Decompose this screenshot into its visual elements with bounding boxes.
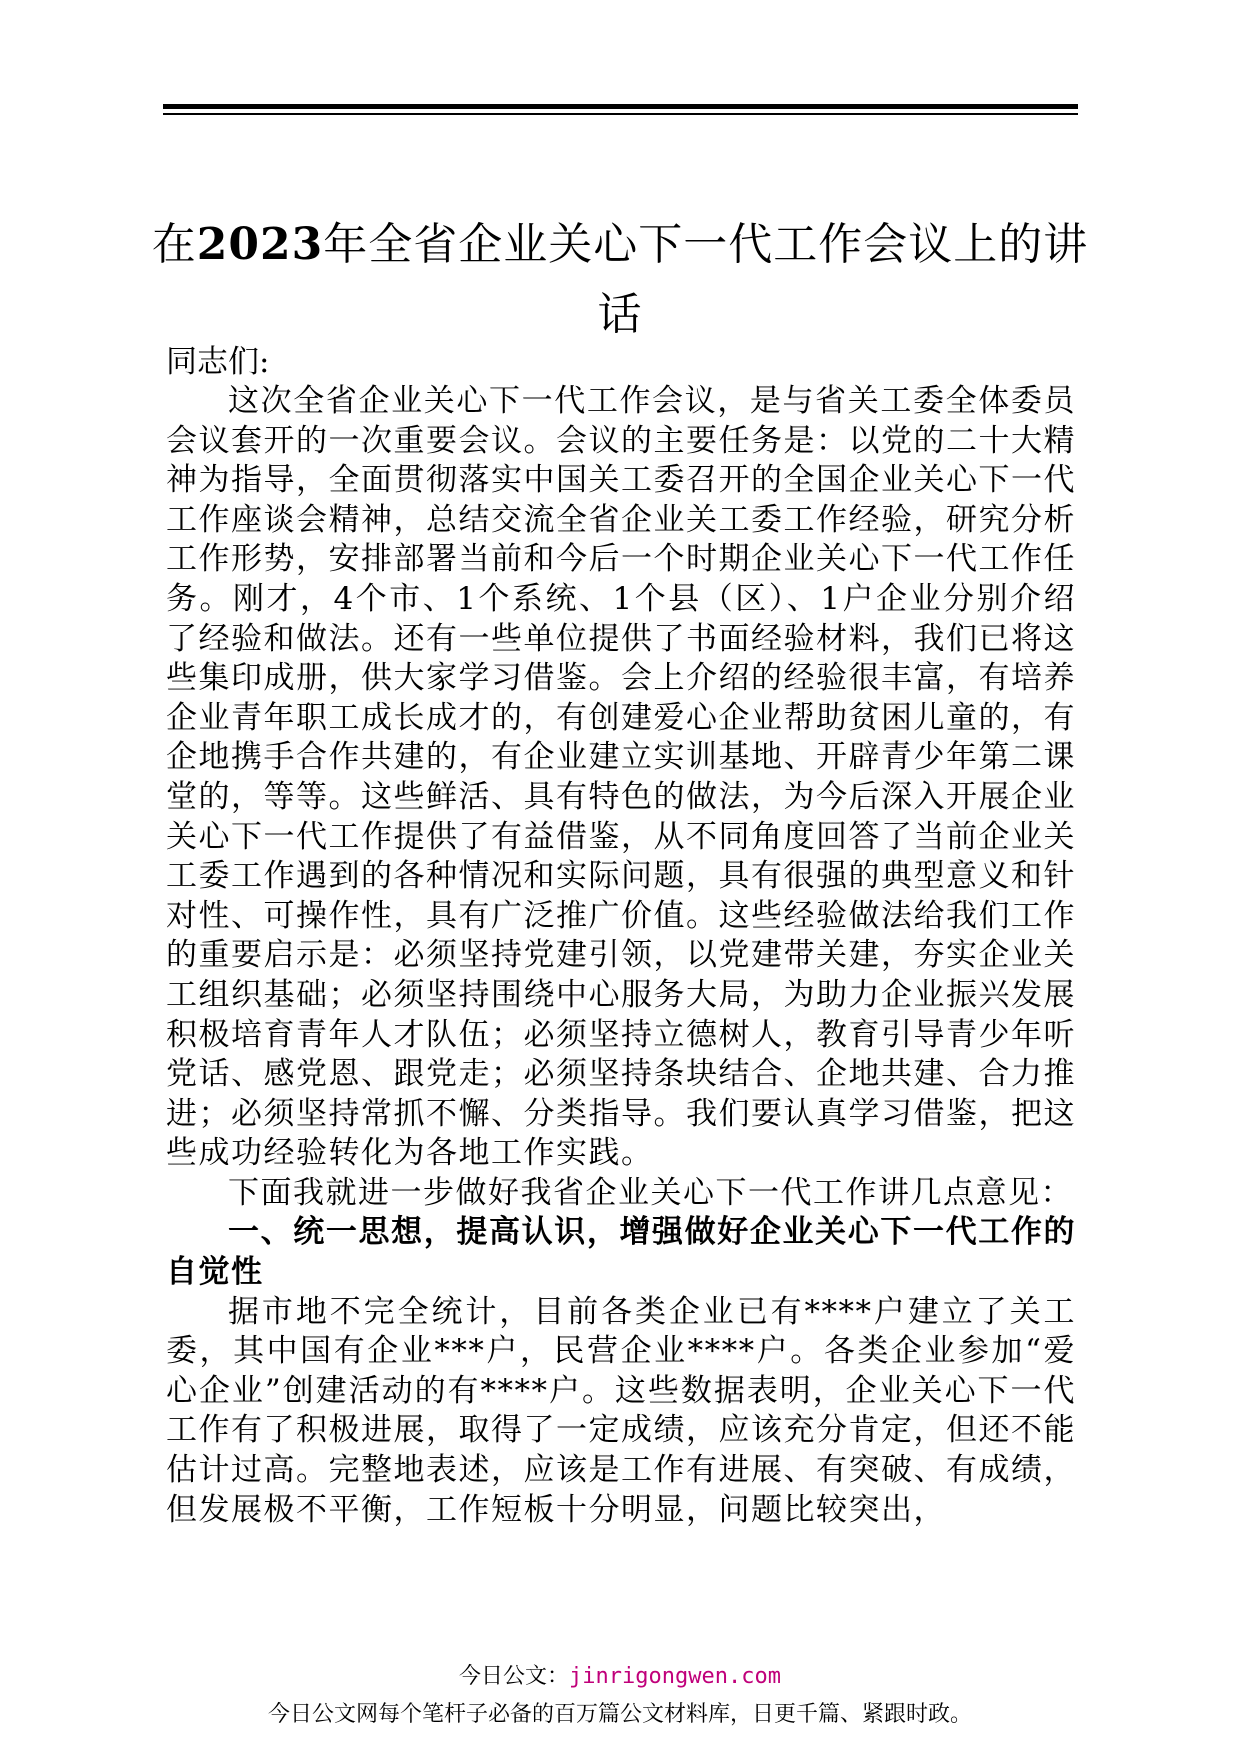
document-title [150, 210, 1090, 350]
footer [0, 1658, 1240, 1734]
paragraph-1: 这次全省企业关心下一代工作会议，是与省关工委全体委员会议套开的一次重要会议。会议的主要任务是：以党的二十大精神为指导，全面贯彻落实中国关工委召开的全国企业关心下一代工作座谈会精神，总结交流全省企业关工委工作经验，研究分析工作形势，安排部署当前和今后一个时期企业关心下一代工作任务。刚才，4个市、1个系统、1个县（区）、1户企业分别介绍了经验和做法。还有一些单位提供了书面经验材料，我们已将这些集印成册，供大家学习借鉴。会上介绍的经验很丰富，有培养企业青年职工成长成才的，有创建爱心企业帮助贫困儿童的，有企地携手合作共建的，有企业建立实训基地、开辟青少年第二课堂的，等等。这些鲜活、具有特色的做法，为今后深入开展企业关心下一代工作提供了有益借鉴，从不同角度回答了当前企业关工委工作遇到的各种情况和实际问题，具有很强的典型意义和针对性、可操作性，具有广泛推广价值。这些经验做法给我们工作的重要启示是：必须坚持党建引领，以党建带关建，夯实企业关工组织基础；必须坚持围绕中心服务大局，为助力企业振兴发展积极培育青年人才队伍；必须坚持立德树人，教育引导青少年听党话、感党恩、跟党走；必须坚持条块结合、企地共建、合力推进；必须坚持常抓不懈、分类指导。我们要认真学习借鉴，把这些成功经验转化为各地工作实践。 [166, 383, 1076, 1172]
title-rest: 年全省企业关心下一代工作会议上的讲话 [323, 219, 1089, 340]
title-prefix: 在 [151, 219, 197, 270]
header-rule-thin [163, 113, 1078, 115]
footer-tagline: 今日公文网每个笔杆子必备的百万篇公文材料库，日更千篇、紧跟时政。 [267, 1702, 972, 1727]
salutation: 同志们: [166, 344, 270, 380]
section-heading-1: 一、统一思想，提高认识，增强做好企业关心下一代工作的自觉性 [166, 1214, 1076, 1291]
document-body [166, 382, 1076, 1530]
header-rule-thick [163, 104, 1078, 109]
footer-site-label: 今日公文： [459, 1664, 570, 1689]
paragraph-3: 据市地不完全统计，目前各类企业已有****户建立了关工委，其中国有企业***户，民营企业****户。各类企业参加“爱心企业”创建活动的有****户。这些数据表明，企业关心下一代工作有了积极进展，取得了一定成绩，应该充分肯定，但还不能估计过高。完整地表述，应该是工作有进展、有突破、有成绩，但发展极不平衡，工作短板十分明显，问题比较突出， [166, 1293, 1076, 1528]
paragraph-2: 下面我就进一步做好我省企业关心下一代工作讲几点意见： [228, 1174, 1073, 1211]
title-year: 2023 [196, 219, 324, 270]
footer-site-line [0, 1658, 1240, 1696]
footer-site-link[interactable]: jinrigongwen.com [569, 1664, 781, 1689]
